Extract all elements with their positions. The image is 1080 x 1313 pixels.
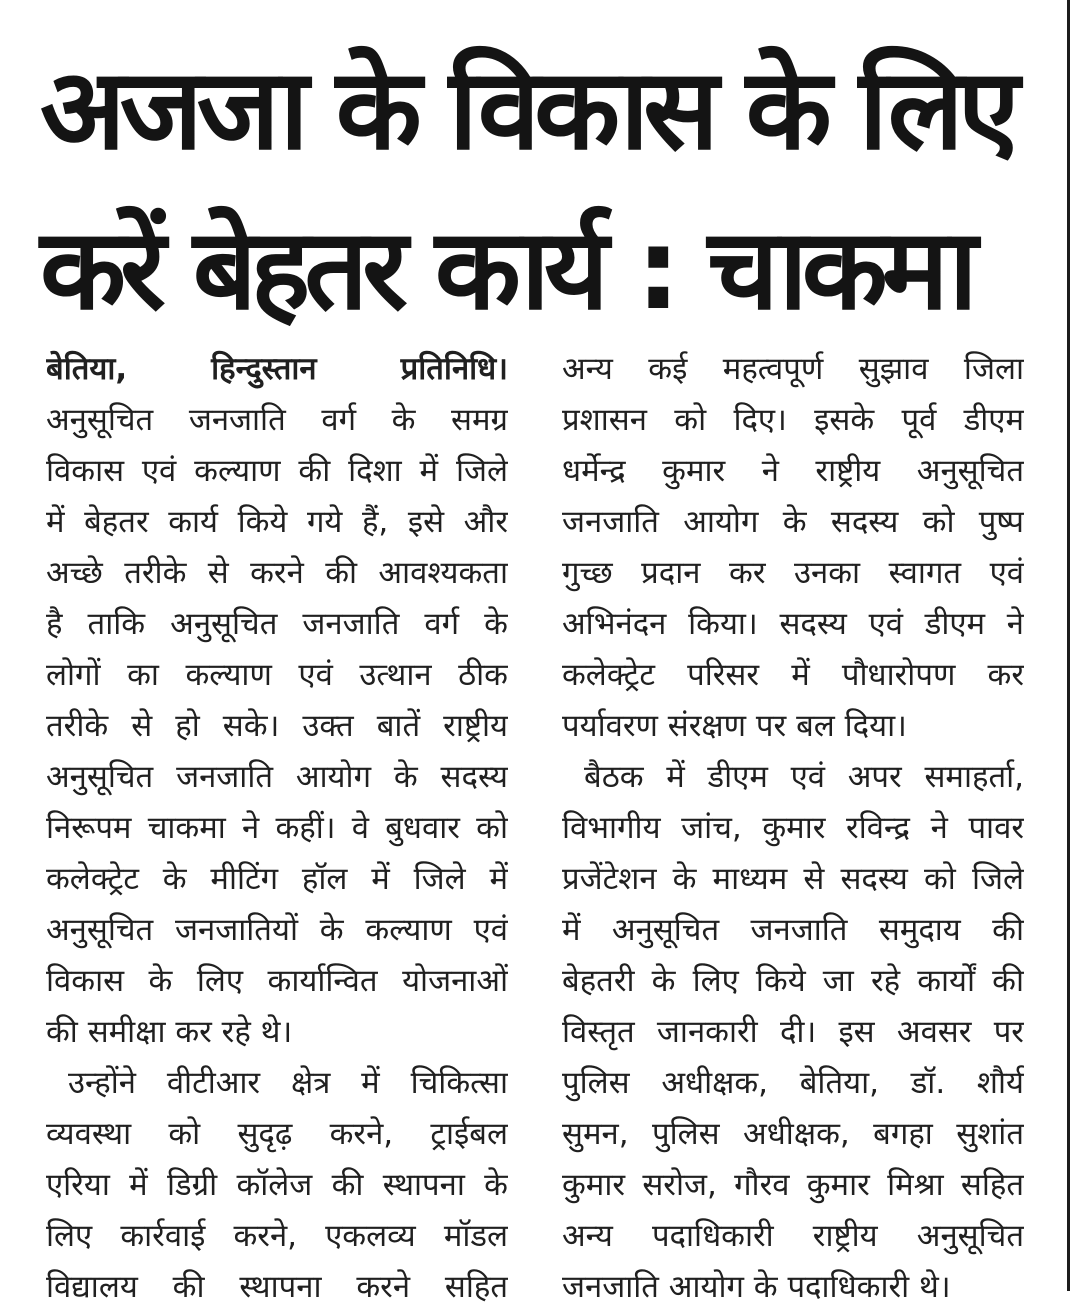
article-line: विस्तृत जानकारी दी। इस अवसर पर: [562, 1014, 1024, 1050]
article-line: एरिया में डिग्री कॉलेज की स्थापना के: [46, 1167, 508, 1203]
article-line: कुमार सरोज, गौरव कुमार मिश्रा सहित: [562, 1167, 1024, 1203]
article-line: लोगों का कल्याण एवं उत्थान ठीक: [46, 657, 508, 693]
headline: [40, 30, 1050, 350]
article-line: बेहतरी के लिए किये जा रहे कार्यों की: [562, 963, 1024, 999]
article-line: उन्होंने वीटीआर क्षेत्र में चिकित्सा: [68, 1065, 508, 1101]
headline-line-2: करें बेहतर कार्य : चाकमा: [40, 205, 972, 335]
article-line: विभागीय जांच, कुमार रविन्द्र ने पावर: [562, 810, 1024, 846]
article-column-left: [46, 344, 508, 1313]
article-line: प्रशासन को दिए। इसके पूर्व डीएम: [562, 402, 1024, 438]
article-line: लिए कार्रवाई करने, एकलव्य मॉडल: [46, 1218, 508, 1254]
page-edge-rule: [1067, 0, 1070, 1291]
article-line: सुमन, पुलिस अधीक्षक, बगहा सुशांत: [562, 1116, 1024, 1152]
article-line: तरीके से हो सके। उक्त बातें राष्ट्रीय: [46, 708, 508, 744]
headline-line-1: अजजा के विकास के लिए: [40, 45, 1014, 175]
article-line: अच्छे तरीके से करने की आवश्यकता: [46, 555, 508, 591]
article-line: पर्यावरण संरक्षण पर बल दिया।: [562, 708, 907, 744]
article-line: अनुसूचित जनजाति वर्ग के समग्र: [46, 402, 508, 438]
article-line: जनजाति आयोग के पदाधिकारी थे।: [562, 1269, 951, 1305]
article-line: प्रजेंटेशन के माध्यम से सदस्य को जिले: [562, 861, 1024, 897]
article-line: जनजाति आयोग के सदस्य को पुष्प: [562, 504, 1024, 540]
article-column-right: [562, 344, 1024, 1313]
article-line: बैठक में डीएम एवं अपर समाहर्ता,: [584, 759, 1024, 795]
article-line: विद्यालय की स्थापना करने सहित: [46, 1269, 508, 1305]
article-line: निरूपम चाकमा ने कहीं। वे बुधवार को: [46, 810, 508, 846]
article-line: की समीक्षा कर रहे थे।: [46, 1014, 293, 1050]
article-line: धर्मेन्द्र कुमार ने राष्ट्रीय अनुसूचित: [562, 453, 1024, 489]
article-line: में बेहतर कार्य किये गये हैं, इसे और: [46, 504, 508, 540]
article-line: अनुसूचित जनजातियों के कल्याण एवं: [46, 912, 508, 948]
article-line: अन्य कई महत्वपूर्ण सुझाव जिला: [562, 351, 1024, 387]
article-line: पुलिस अधीक्षक, बेतिया, डॉ. शौर्य: [562, 1065, 1024, 1101]
article-line: व्यवस्था को सुदृढ़ करने, ट्राईबल: [46, 1116, 508, 1152]
dateline: बेतिया, हिन्दुस्तान प्रतिनिधि।: [46, 351, 508, 387]
article-line: कलेक्ट्रेट के मीटिंग हॉल में जिले में: [46, 861, 508, 897]
article-line: विकास एवं कल्याण की दिशा में जिले: [46, 453, 508, 489]
article-line: कलेक्ट्रेट परिसर में पौधारोपण कर: [562, 657, 1024, 693]
article-line: में अनुसूचित जनजाति समुदाय की: [562, 912, 1024, 948]
article-line: गुच्छ प्रदान कर उनका स्वागत एवं: [562, 555, 1024, 591]
article-line: अन्य पदाधिकारी राष्ट्रीय अनुसूचित: [562, 1218, 1024, 1254]
article-line: अनुसूचित जनजाति आयोग के सदस्य: [46, 759, 508, 795]
article-line: विकास के लिए कार्यान्वित योजनाओं: [46, 963, 508, 999]
article-line: अभिनंदन किया। सदस्य एवं डीएम ने: [562, 606, 1024, 642]
article-line: है ताकि अनुसूचित जनजाति वर्ग के: [46, 606, 508, 642]
